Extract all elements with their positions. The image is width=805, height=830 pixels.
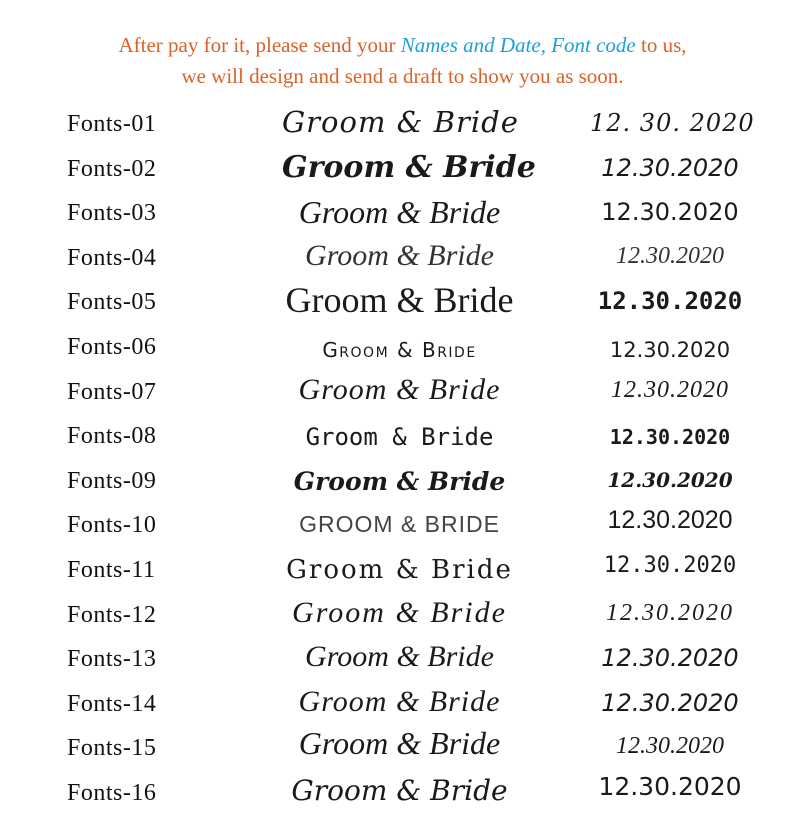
font-sample-names: Groom & Bride xyxy=(293,466,506,496)
font-row xyxy=(0,415,805,460)
font-sample-date: 12.30.2020 xyxy=(597,287,743,316)
font-sample-names: Groom & Bride xyxy=(298,194,501,231)
font-sample-names: Groom & Bride xyxy=(298,684,501,718)
font-sample-names: Groom & Bride xyxy=(305,238,494,272)
font-sample-date: 12.30.2020 xyxy=(607,467,733,492)
font-row xyxy=(0,460,805,505)
font-sample-names: Groom & Bride xyxy=(292,595,507,629)
font-sample-date: 12.30.2020 xyxy=(616,242,724,269)
font-sample-names: Groom & Bride xyxy=(282,105,519,139)
font-sample-date: 12.30.2020 xyxy=(607,506,733,535)
font-sample-names: Groom & Bride xyxy=(286,554,513,585)
font-sample-names: Groom & Bride xyxy=(305,423,494,452)
font-sample-date: 12.30.2020 xyxy=(611,376,729,403)
font-code-label: Fonts-02 xyxy=(67,155,157,182)
font-code-label: Fonts-10 xyxy=(67,512,157,539)
font-sample-date: 12.30.2020 xyxy=(609,337,731,362)
font-row xyxy=(0,727,805,772)
font-sample-names: GROOM & BRIDE xyxy=(299,511,500,538)
instructions-header xyxy=(0,30,805,92)
font-sample-names: Groom & Bride xyxy=(298,725,501,762)
font-code-label: Fonts-11 xyxy=(67,556,156,583)
instructions-prefix: After pay for it, please send your xyxy=(118,33,396,57)
font-sample-names: Groom & Bride xyxy=(305,640,494,674)
font-row xyxy=(0,683,805,728)
font-row xyxy=(0,594,805,639)
font-row xyxy=(0,638,805,683)
instructions-line-1 xyxy=(0,30,805,61)
font-row xyxy=(0,103,805,148)
font-sample-date: 12.30.2020 xyxy=(601,198,739,227)
font-code-label: Fonts-05 xyxy=(67,289,157,316)
font-sample-date: 12.30.2020 xyxy=(609,425,731,450)
font-code-label: Fonts-03 xyxy=(67,200,157,227)
font-code-label: Fonts-04 xyxy=(67,244,157,271)
font-code-label: Fonts-08 xyxy=(67,423,157,450)
font-row xyxy=(0,371,805,416)
instructions-names-and-date: Names and Date, xyxy=(400,33,546,57)
font-samples-table xyxy=(0,103,805,817)
instructions-line-2: we will design and send a draft to show you as soon. xyxy=(181,64,624,88)
font-code-label: Fonts-13 xyxy=(67,646,157,673)
font-sample-names: Groom & Bride xyxy=(291,773,508,807)
font-sample-date: 12.30.2020 xyxy=(616,733,724,760)
font-sample-names: Groom & Bride xyxy=(282,149,536,185)
font-row xyxy=(0,326,805,371)
font-sample-date: 12.30.2020 xyxy=(606,599,734,626)
font-sample-date: 12.30.2020 xyxy=(601,153,739,182)
font-row xyxy=(0,148,805,193)
font-sample-names: Groom & Bride xyxy=(298,372,501,406)
font-row xyxy=(0,772,805,817)
font-sample-date: 12.30.2020 xyxy=(601,688,739,717)
instructions-font-code: Font code xyxy=(551,33,636,57)
font-code-label: Fonts-07 xyxy=(67,378,157,405)
font-code-label: Fonts-15 xyxy=(67,735,157,762)
font-row xyxy=(0,281,805,326)
font-sample-date: 12.30.2020 xyxy=(601,644,739,673)
font-code-label: Fonts-12 xyxy=(67,601,157,628)
font-row xyxy=(0,237,805,282)
font-sample-date: 12.30.2020 xyxy=(603,552,737,578)
font-row xyxy=(0,504,805,549)
font-code-label: Fonts-06 xyxy=(67,333,157,360)
font-code-label: Fonts-09 xyxy=(67,467,157,494)
font-row xyxy=(0,549,805,594)
font-sample-date: 12.30.2020 xyxy=(598,771,742,801)
instructions-suffix: to us, xyxy=(641,33,687,57)
font-sample-names: Groom & Bride xyxy=(322,337,477,362)
font-code-label: Fonts-14 xyxy=(67,690,157,717)
font-sample-date: 12. 30. 2020 xyxy=(590,109,755,137)
font-code-label: Fonts-01 xyxy=(67,111,157,137)
font-row xyxy=(0,192,805,237)
font-sample-names: Groom & Bride xyxy=(285,280,514,321)
font-code-label: Fonts-16 xyxy=(67,779,157,806)
